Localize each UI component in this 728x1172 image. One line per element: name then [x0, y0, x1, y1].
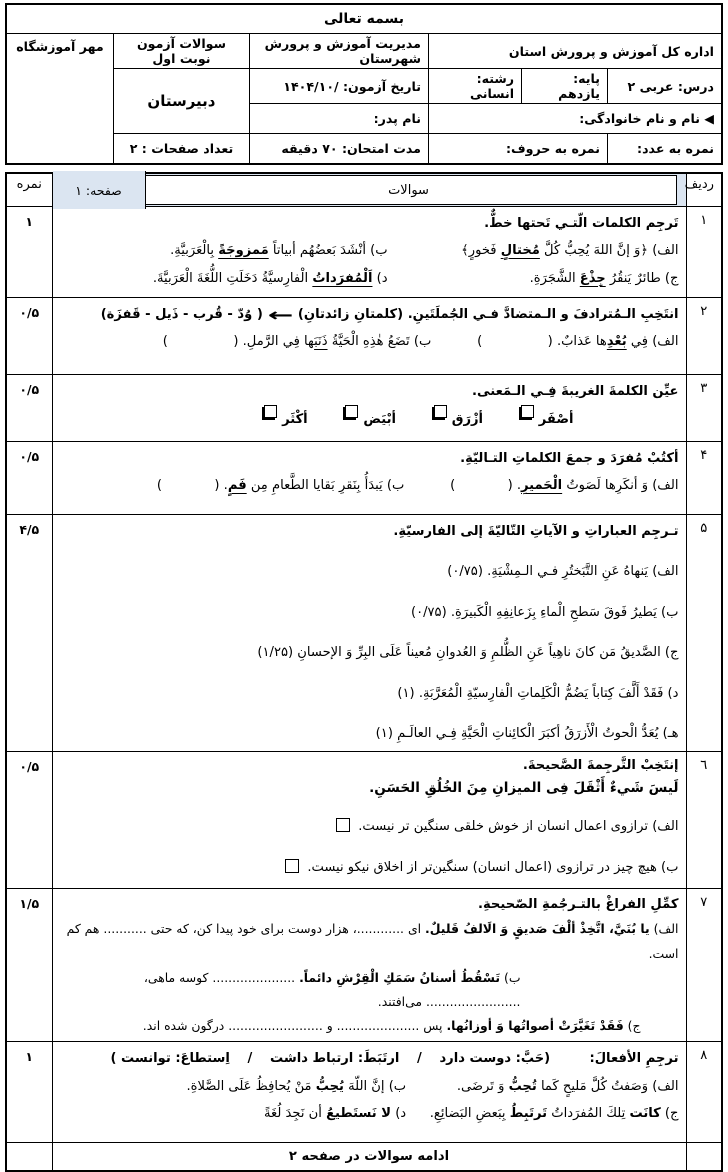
text-segment: عيِّن الكلمةَ الغريبةَ فِـي الـمَعنى.: [472, 384, 679, 399]
text-segment: ج): [660, 1106, 679, 1122]
exam-page: [5, 3, 723, 1172]
question-score: ۴/۵: [6, 515, 52, 752]
question-row-6: [6, 751, 722, 888]
question-number: ٦: [686, 751, 722, 888]
checkbox-icon[interactable]: [345, 405, 358, 418]
checkbox-icon[interactable]: [434, 405, 447, 418]
text-segment: أن نَجِدَ لُغَةً: [264, 1106, 327, 1122]
question-line: [60, 558, 679, 585]
text-segment: بُعْدِ: [606, 334, 627, 350]
school-name: دبیرستان: [113, 69, 249, 134]
question-score: ۰/۵: [6, 298, 52, 375]
question-line: [60, 1014, 679, 1038]
text-segment: ج): [623, 1018, 641, 1034]
question-title: [60, 518, 679, 545]
text-segment: ترجِمِ الأفعالَ:: [589, 1051, 679, 1067]
text-segment: [396, 405, 429, 435]
question-number: ۲: [686, 298, 722, 375]
text-segment: وَ تَرضَى.: [456, 1078, 509, 1094]
student-name-field[interactable]: ◀ نام و نام خانوادگی:: [428, 104, 722, 134]
question-content: [52, 207, 686, 298]
question-content: [52, 1042, 686, 1143]
text-segment: ها فِي الرَّملِ. ( ): [162, 334, 315, 350]
exam-date-value: ۱۴۰۴/۱۰/: [283, 78, 339, 94]
question-line: [60, 854, 679, 881]
question-line: [406, 1100, 678, 1127]
question-line: [60, 917, 679, 965]
text-segment: الف) وَصَفتُ كُلَّ مَليحٍ كَما: [536, 1078, 679, 1094]
question-content: [52, 442, 686, 515]
text-segment: الشَّجَرَةِ.: [529, 270, 580, 286]
course-label: درس: عربی ۲: [607, 69, 722, 104]
question-line: [406, 1073, 678, 1100]
bism-row: [6, 4, 722, 34]
text-segment: تَرتَبِطُ: [509, 1106, 548, 1122]
question-line: [388, 237, 679, 264]
text-segment: هـ) يُعَدُّ الْحوتُ الْأَزرَقُ أكبَرَ الْكائِناتِ الْحَيَّةِ فِـي العالَـمِ (۱): [375, 726, 679, 742]
org-row: [6, 34, 722, 69]
column-header-score: نمره: [6, 173, 52, 207]
question-title: [60, 445, 679, 472]
question-title: [60, 210, 679, 237]
question-number: ۴: [686, 442, 722, 515]
question-number: ۷: [686, 888, 722, 1041]
text-segment: فَخورٍ﴾: [461, 243, 501, 259]
text-segment: يا بُنَيَّ، اتَّخِذْ ألْفَ صَديقٍ وَ الَالفُ قَليلٌ.: [425, 921, 650, 937]
text-segment: [483, 405, 516, 435]
question-line: [60, 639, 679, 666]
question-subtitle: [60, 777, 679, 800]
question-score: ۱: [6, 1042, 52, 1143]
text-segment: كمِّلِ الفراغْ بالتـرجُمةِ الصّحيحةِ.: [478, 896, 679, 912]
text-segment: أبْيَض: [363, 412, 397, 428]
text-segment: الف) ترازوی اعمال انسان از خوش خلقی سنگین تر نیست.: [354, 819, 679, 835]
continue-notice: ادامه سوالات در صفحه ۲: [52, 1143, 686, 1172]
exam-round-title: سوالات آزمون نوبت اول: [113, 34, 249, 69]
grade-label: پایه: یازدهم: [522, 69, 608, 104]
column-header-questions-cell: [52, 173, 686, 207]
footer-spacer-right: [686, 1143, 722, 1172]
course-row: [6, 69, 722, 104]
org-province: اداره کل آموزش و پرورش استان: [428, 34, 722, 69]
text-segment: فَقَدْ تَغَيَّرَتْ أصواتُها وَ أوزانُها.: [446, 1018, 624, 1034]
question-row-1: [6, 207, 722, 298]
father-name-field[interactable]: نام پدر:: [249, 104, 428, 134]
exam-duration: مدت امتحان: ۷۰ دقیقه: [249, 134, 428, 165]
question-score: ۰/۵: [6, 442, 52, 515]
school-stamp-box: مهر آموزشگاه: [6, 34, 113, 165]
questions-header-row: [6, 173, 722, 207]
text-segment: الْفارِسيَّةُ دَخَلَتِ اللُّغَةَ الْعَرَبيَّةَ.: [152, 270, 313, 286]
text-segment: بِالْعَرَبيَّةِ.: [170, 243, 219, 259]
text-segment: د) فَقَدْ أَلَّفَ كِتاباً يَضُمُّ الْكَلِماتِ الْفارِسيّةِ الْمُعَرَّبَةِ. (۱): [397, 685, 679, 701]
text-segment: لَيسَ شَيءٌ أَثْقَلَ فِی المیزانِ مِنَ الخُلُقِ الحَسَنِ.: [369, 780, 679, 797]
question-title: [60, 378, 679, 405]
checkbox-icon[interactable]: [521, 405, 534, 418]
text-segment: مَنْ يُحافِظُ عَلَى الصَّلاةِ.: [186, 1078, 316, 1094]
text-segment: مُختالٍ: [500, 243, 540, 259]
text-segment: د): [391, 1106, 407, 1122]
text-segment: الف) ﴿وَ إنَّ اللهَ يُحِبُّ كُلَّ: [539, 243, 679, 259]
score-number-field[interactable]: نمره به عدد:: [607, 134, 722, 165]
text-segment: الف) يَنهاهُ عَنِ التَّبَختُرِ فـي الـمِشْيَةِ. (۰/۷۵): [447, 564, 679, 580]
text-segment: الف) فِي: [626, 334, 679, 350]
footer-row: [6, 1143, 722, 1172]
text-segment: تُحِبُّ: [508, 1078, 537, 1094]
text-segment: [550, 1051, 589, 1066]
text-segment: ب) هیچ چیز در ترازوی (اعمال انسان) سنگین‌تر از اخلاق نیکو نیست.: [303, 859, 679, 875]
question-row-7: [6, 888, 722, 1041]
text-segment: إنتَخِبْ التَّرجِمةَ الصَّحيحةَ.: [522, 757, 679, 773]
question-content: [52, 515, 686, 752]
question-line: [60, 472, 679, 499]
question-number: ۱: [686, 207, 722, 298]
text-segment: يُحِبُّ: [315, 1078, 344, 1094]
checkbox-icon[interactable]: [336, 818, 350, 832]
text-segment: . ( ) ب) يَبدَأُ بِنَقرِ بَقايا الطَّعامِ مِن: [246, 478, 522, 494]
text-segment: جِذْعَ: [579, 270, 606, 286]
question-line: [60, 237, 388, 264]
question-content: [52, 888, 686, 1041]
score-row: [6, 134, 722, 165]
column-header-row-number: ردیف: [686, 173, 722, 207]
text-segment: مَمزوجَةً: [218, 243, 269, 259]
arrow-left-icon: ←: [267, 305, 294, 326]
question-row-3: [6, 375, 722, 442]
question-title: [60, 301, 679, 328]
text-segment: (حَبَّ: دوست دارد / ارتَبَطَ: ارتباط داشت / اِستطاعَ: توانست ): [110, 1051, 551, 1067]
text-segment: ب): [500, 969, 521, 985]
text-segment: ذَنَبَ: [314, 334, 328, 350]
text-segment: الْحَميرِ: [521, 478, 563, 494]
question-row-4: [6, 442, 722, 515]
question-line: [60, 813, 679, 840]
text-segment: ب) إنَّ اللّهَ: [343, 1078, 407, 1094]
question-title: [60, 755, 679, 777]
text-segment: ب) يَطيرُ فَوقَ سَطحِ الْماءِ بِزَعانِفِهِ الْكَبيرَةِ. (۰/۷۵): [410, 604, 679, 620]
questions-table: [5, 172, 723, 1172]
text-segment: ..................... کوسه ماهی، ........................ می‌افتند.: [143, 969, 521, 1009]
text-segment: تِلكَ المُفرَداتُ: [547, 1106, 630, 1122]
question-line: [60, 720, 679, 747]
footer-spacer-left: [6, 1143, 52, 1172]
text-segment: تَرجِم الكلمات الّتـي تَحتها خطٌّ.: [484, 216, 679, 231]
text-segment: أزْرَق: [451, 412, 484, 428]
text-segment: أصْفَر: [538, 412, 574, 428]
question-row-8: [6, 1042, 722, 1143]
text-segment: تـرجِم العباراتِ و الآياتِ التّاليّةَ إلى الفارسيّةِ.: [393, 524, 679, 539]
question-number: ۵: [686, 515, 722, 752]
text-segment: ج) الصَّديقُ مَن كانَ ناهِياً عَنِ الظُّلمِ وَ العُدوانِ مُعيناً عَلَى البِرِّ وَ الإحسانِ (۱/۲۵): [257, 645, 679, 661]
question-score: ۱/۵: [6, 888, 52, 1041]
text-segment: د): [372, 270, 388, 286]
question-content: [52, 298, 686, 375]
bismillah: بسمه تعالی: [6, 4, 722, 34]
question-title: [60, 892, 679, 918]
question-items-grid: [60, 237, 679, 292]
text-segment: لا نَستَطيعُ: [326, 1106, 392, 1122]
text-segment: ها عَذابٌ. ( ) ب) تَضَعُ هٰذِهِ الْحَيَّةُ: [327, 334, 607, 350]
question-content: [52, 751, 686, 888]
text-segment: . ( ): [156, 478, 228, 494]
text-segment: كانَت: [629, 1106, 661, 1122]
column-header-questions: سوالات: [141, 175, 677, 205]
major-label: رشته: انسانی: [428, 69, 521, 104]
question-line: [60, 328, 679, 355]
question-content: [52, 375, 686, 442]
question-line: [60, 599, 679, 626]
text-segment: فَمٍ: [227, 478, 247, 494]
question-score: ۱: [6, 207, 52, 298]
checkbox-icon[interactable]: [285, 859, 299, 873]
header-table: [5, 3, 723, 165]
text-segment: الف): [649, 921, 679, 937]
text-segment: انتَخِبِ الـمُترادفَ و الـمتضادَّ فـي الجُملَتَينِ. (كلمتانِ زائدتانِ): [297, 307, 679, 322]
checkbox-icon[interactable]: [264, 405, 277, 418]
text-segment: ج) طائرٌ يَنقُرُ: [605, 270, 679, 286]
question-score: ۰/۵: [6, 375, 52, 442]
question-title: [60, 1045, 679, 1072]
question-line: [60, 265, 388, 292]
question-row-2: [6, 298, 722, 375]
text-segment: پس ..................... و ........................ درگون شده اند.: [142, 1018, 447, 1034]
text-segment: أكتُبْ مُفرَدَ و جمعَ الكلماتِ التـاليّةِ.: [460, 451, 679, 466]
text-segment: ای ............، هزار دوست برای خود پیدا کن، که حتی ........... هم کم است.: [66, 921, 679, 961]
question-line: [388, 265, 679, 292]
score-words-field[interactable]: نمره به حروف:: [428, 134, 607, 165]
exam-date-label: تاریخ آزمون:: [343, 78, 421, 94]
question-items-grid: [60, 1073, 679, 1128]
text-segment: أكْثَر: [282, 412, 308, 428]
exam-date-cell: [249, 69, 428, 104]
text-segment: الف) وَ أنكَرِها لَصَوتُ: [562, 478, 679, 494]
question-row-5: [6, 515, 722, 752]
page-number-badge: صفحه: ۱: [53, 171, 146, 209]
question-number: ۸: [686, 1042, 722, 1143]
text-segment: بِبَعضِ البَضائِعِ.: [429, 1106, 510, 1122]
org-district: مدیریت آموزش و پرورش شهرستان: [249, 34, 428, 69]
text-segment: ب) أنْشَدَ بَعضُهُم أبياتاً: [268, 243, 388, 259]
page-count: تعداد صفحات : ۲: [113, 134, 249, 165]
question-options: [60, 405, 679, 435]
question-line: [60, 1100, 407, 1127]
question-line: [60, 1073, 407, 1100]
text-segment: اَلْمُفرَداتُ: [312, 270, 373, 286]
text-segment: تَسْقُطُ أسنانُ سَمَكِ الْقِرْشِ دائماً.: [299, 969, 501, 985]
text-segment: [308, 405, 341, 435]
text-segment: ( وُدّ - قُرب - ذَيل - قَفزَة): [100, 307, 263, 322]
question-number: ۳: [686, 375, 722, 442]
question-line: [60, 680, 679, 707]
question-score: ۰/۵: [6, 751, 52, 888]
question-line: [60, 966, 679, 1014]
